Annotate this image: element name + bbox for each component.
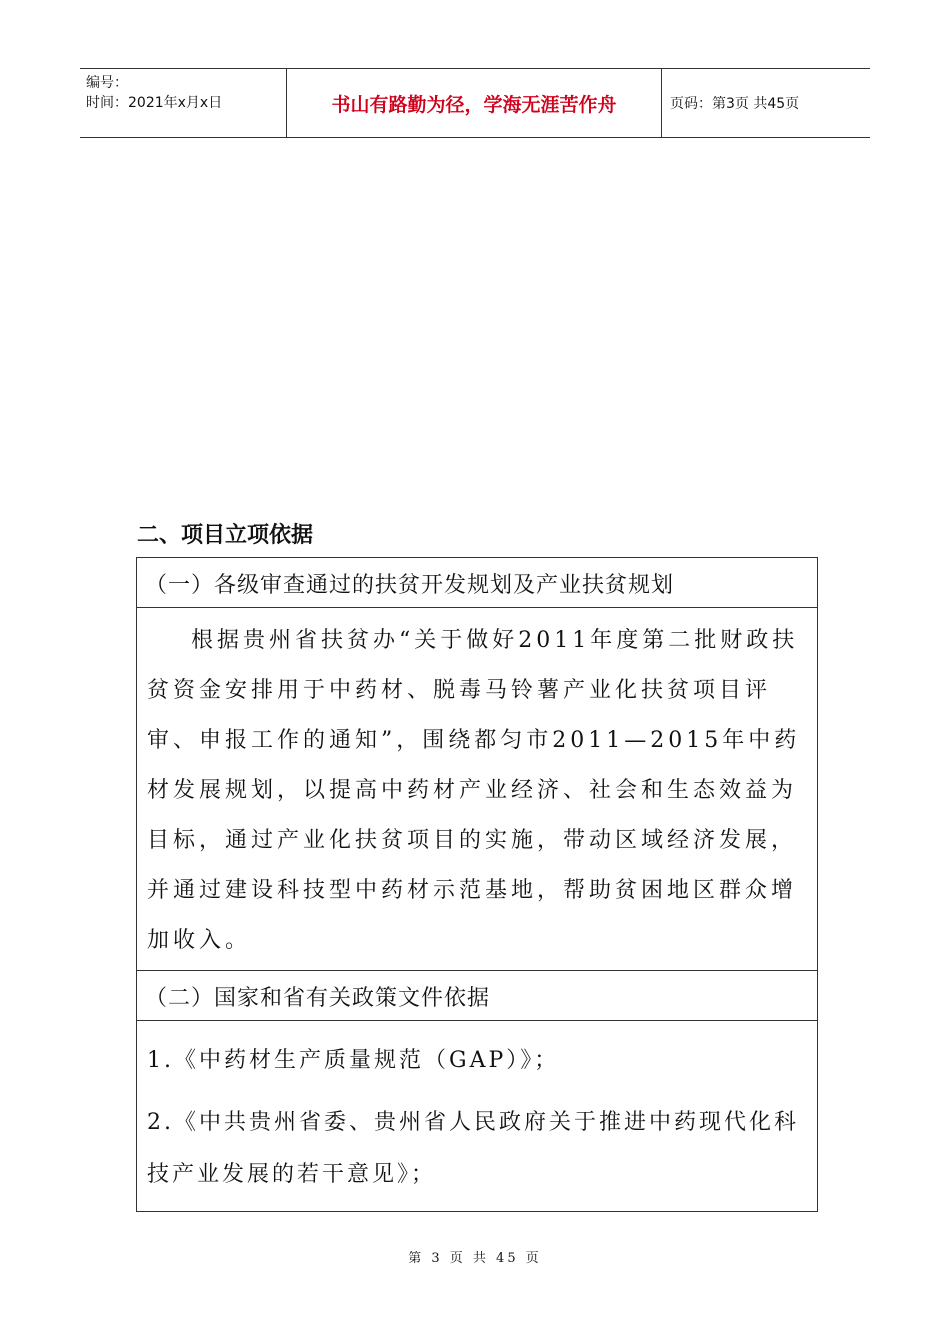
content-table — [136, 557, 818, 1212]
header-page-info: 页码：第3页 共45页 — [670, 96, 800, 112]
page-footer: 第 3 页 共 45 页 — [408, 1251, 542, 1266]
number-label: 编号： — [86, 75, 128, 91]
subsection2-heading: （二）国家和省有关政策文件依据 — [137, 970, 817, 1020]
header-motto: 书山有路勤为径，学海无涯苦作舟 — [286, 69, 662, 137]
time-label: 时间：2021年x月x日 — [86, 95, 223, 111]
subsection1-paragraph: 根据贵州省扶贫办“关于做好2011年度第二批财政扶贫资金安排用于中药材、脱毒马铃薯产业化扶贫项目评审、申报工作的通知”，围绕都匀市2011—2015年中药材发展规划，以提高中药材产业经济、社会和生态效益为目标，通过产业化扶贫项目的实施，带动区域经济发展，并通过建设科技型中药材示范基地，帮助贫困地区群众增加收入。 — [137, 607, 817, 970]
header-meta — [80, 69, 286, 137]
list-item: 2.《中共贵州省委、贵州省人民政府关于推进中药现代化科技产业发展的若干意见》； — [147, 1110, 799, 1187]
subsection2-items — [137, 1020, 817, 1211]
subsection1-heading: （一）各级审查通过的扶贫开发规划及产业扶贫规划 — [145, 573, 675, 598]
list-item: 1.《中药材生产质量规范（GAP）》； — [147, 1048, 560, 1073]
section-title: 二、项目立项依据 — [137, 523, 314, 548]
document-header — [80, 68, 870, 138]
